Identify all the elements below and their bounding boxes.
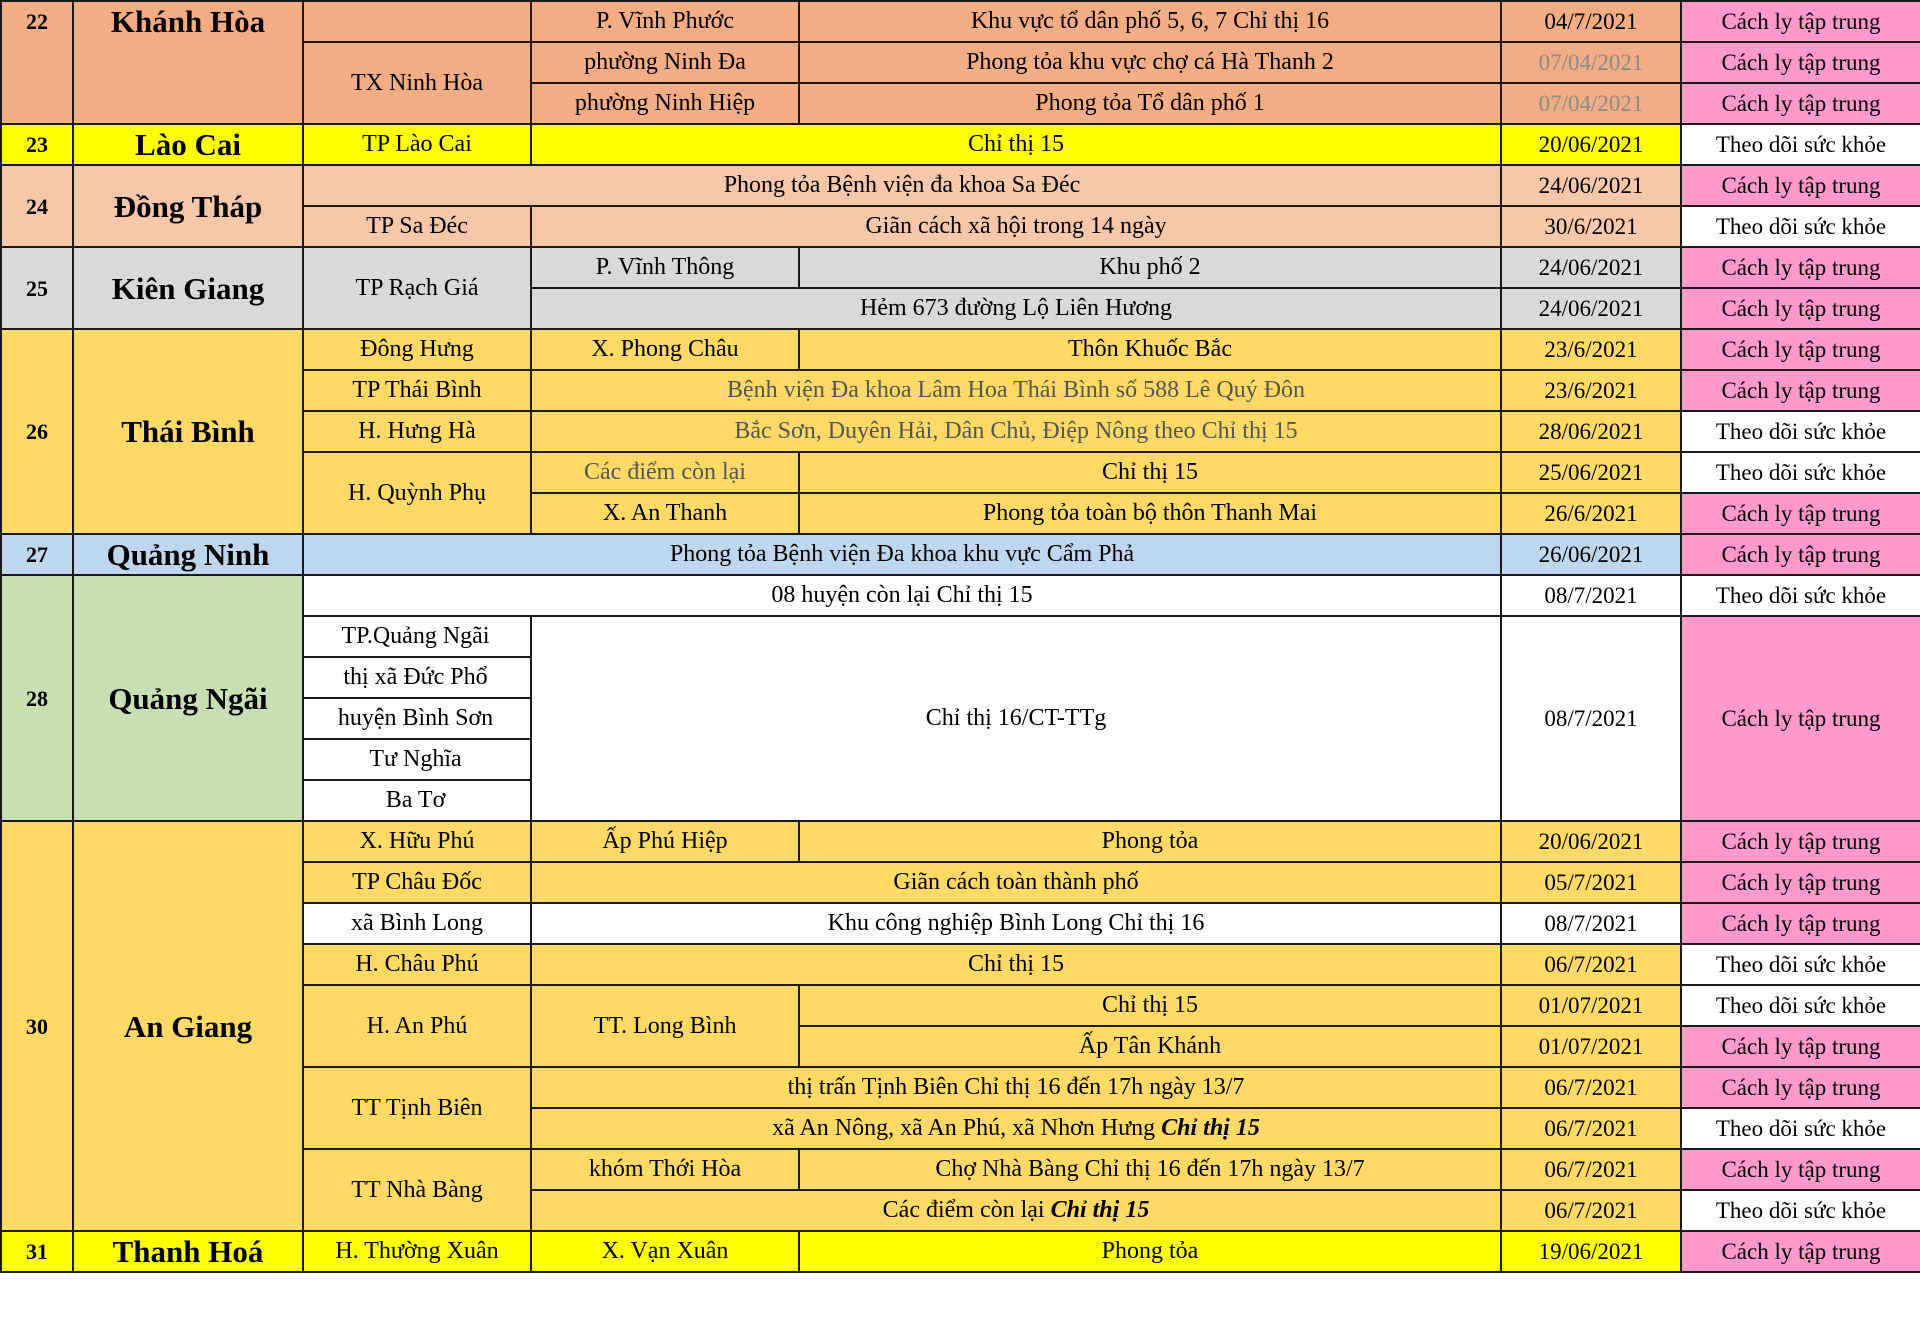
- area-cell: Chỉ thị 16/CT-TTg: [531, 616, 1501, 821]
- area-text: xã An Nông, xã An Phú, xã Nhơn Hưng: [772, 1115, 1162, 1141]
- area-cell: Thôn Khuốc Bắc: [799, 329, 1501, 370]
- date-cell: 07/04/2021: [1501, 42, 1681, 83]
- province-number: 24: [1, 165, 73, 247]
- status-cell: Cách ly tập trung: [1681, 493, 1920, 534]
- province-number: 28: [1, 575, 73, 821]
- area-cell: thị trấn Tịnh Biên Chỉ thị 16 đến 17h ngày 13/7: [531, 1067, 1501, 1108]
- date-cell: 20/06/2021: [1501, 124, 1681, 165]
- ward-cell: TT. Long Bình: [531, 985, 799, 1067]
- status-cell: Cách ly tập trung: [1681, 329, 1920, 370]
- province-name: Thanh Hoá: [73, 1231, 303, 1272]
- area-cell: Khu công nghiệp Bình Long Chỉ thị 16: [531, 903, 1501, 944]
- date-cell: 19/06/2021: [1501, 1231, 1681, 1272]
- status-cell: Cách ly tập trung: [1681, 1, 1920, 42]
- area-cell: Phong tỏa: [799, 1231, 1501, 1272]
- district-cell: Ba Tơ: [303, 780, 531, 821]
- status-cell: Theo dõi sức khỏe: [1681, 944, 1920, 985]
- district-cell: TP Châu Đốc: [303, 862, 531, 903]
- district-cell: H. Quỳnh Phụ: [303, 452, 531, 534]
- table-row: [1, 247, 1920, 288]
- ward-cell: X. Phong Châu: [531, 329, 799, 370]
- area-cell: Phong tỏa toàn bộ thôn Thanh Mai: [799, 493, 1501, 534]
- status-cell: Theo dõi sức khỏe: [1681, 124, 1920, 165]
- date-cell: 08/7/2021: [1501, 575, 1681, 616]
- area-cell: [531, 1108, 1501, 1149]
- district-cell: Đông Hưng: [303, 329, 531, 370]
- ward-cell: Các điểm còn lại: [531, 452, 799, 493]
- ward-cell: X. An Thanh: [531, 493, 799, 534]
- area-cell: Chỉ thị 15: [799, 452, 1501, 493]
- district-cell: TP Thái Bình: [303, 370, 531, 411]
- area-cell: Chợ Nhà Bàng Chỉ thị 16 đến 17h ngày 13/7: [799, 1149, 1501, 1190]
- area-cell: Bắc Sơn, Duyên Hải, Dân Chủ, Điệp Nông theo Chỉ thị 15: [531, 411, 1501, 452]
- table-row: [1, 165, 1920, 206]
- province-number: 25: [1, 247, 73, 329]
- status-cell: Theo dõi sức khỏe: [1681, 411, 1920, 452]
- area-cell: Khu phố 2: [799, 247, 1501, 288]
- district-cell: H. Châu Phú: [303, 944, 531, 985]
- status-cell: Theo dõi sức khỏe: [1681, 1108, 1920, 1149]
- district-cell: TP Sa Đéc: [303, 206, 531, 247]
- status-cell: Cách ly tập trung: [1681, 370, 1920, 411]
- table-row: [1, 1, 1920, 42]
- area-cell: Bệnh viện Đa khoa Lâm Hoa Thái Bình số 588 Lê Quý Đôn: [531, 370, 1501, 411]
- district-cell: X. Hữu Phú: [303, 821, 531, 862]
- ward-cell: phường Ninh Hiệp: [531, 83, 799, 124]
- table-row: [1, 1231, 1920, 1272]
- date-cell: 08/7/2021: [1501, 903, 1681, 944]
- province-number: 22: [1, 1, 73, 124]
- district-cell: TT Tịnh Biên: [303, 1067, 531, 1149]
- table-row: [1, 124, 1920, 165]
- province-name: Kiên Giang: [73, 247, 303, 329]
- area-cell: Chỉ thị 15: [799, 985, 1501, 1026]
- status-cell: Theo dõi sức khỏe: [1681, 575, 1920, 616]
- date-cell: 06/7/2021: [1501, 1067, 1681, 1108]
- province-name: Thái Bình: [73, 329, 303, 534]
- district-cell: xã Bình Long: [303, 903, 531, 944]
- status-cell: Cách ly tập trung: [1681, 42, 1920, 83]
- date-cell: 01/07/2021: [1501, 1026, 1681, 1067]
- area-cell: Phong tỏa Bệnh viện Đa khoa khu vực Cẩm Phả: [303, 534, 1501, 575]
- status-cell: Cách ly tập trung: [1681, 247, 1920, 288]
- area-cell: Phong tỏa Bệnh viện đa khoa Sa Đéc: [303, 165, 1501, 206]
- ward-cell: khóm Thới Hòa: [531, 1149, 799, 1190]
- date-cell: 24/06/2021: [1501, 165, 1681, 206]
- area-emphasis: Chỉ thị 15: [1161, 1115, 1260, 1141]
- date-cell: 26/06/2021: [1501, 534, 1681, 575]
- area-cell: Khu vực tổ dân phố 5, 6, 7 Chỉ thị 16: [799, 1, 1501, 42]
- status-cell: Cách ly tập trung: [1681, 1231, 1920, 1272]
- area-cell: [531, 1190, 1501, 1231]
- status-cell: Cách ly tập trung: [1681, 616, 1920, 821]
- status-cell: Cách ly tập trung: [1681, 821, 1920, 862]
- date-cell: 06/7/2021: [1501, 1108, 1681, 1149]
- date-cell: 26/6/2021: [1501, 493, 1681, 534]
- district-cell: H. An Phú: [303, 985, 531, 1067]
- status-cell: Cách ly tập trung: [1681, 165, 1920, 206]
- district-cell: TP Lào Cai: [303, 124, 531, 165]
- status-cell: Cách ly tập trung: [1681, 1026, 1920, 1067]
- district-cell: huyện Bình Sơn: [303, 698, 531, 739]
- table-row: [1, 329, 1920, 370]
- status-cell: Cách ly tập trung: [1681, 1067, 1920, 1108]
- date-cell: 06/7/2021: [1501, 1190, 1681, 1231]
- ward-cell: phường Ninh Đa: [531, 42, 799, 83]
- date-cell: 06/7/2021: [1501, 1149, 1681, 1190]
- status-cell: Cách ly tập trung: [1681, 903, 1920, 944]
- area-cell: 08 huyện còn lại Chỉ thị 15: [303, 575, 1501, 616]
- status-cell: Cách ly tập trung: [1681, 288, 1920, 329]
- ward-cell: P. Vĩnh Thông: [531, 247, 799, 288]
- date-cell: 28/06/2021: [1501, 411, 1681, 452]
- area-cell: Phong tỏa khu vực chợ cá Hà Thanh 2: [799, 42, 1501, 83]
- province-name: Quảng Ninh: [73, 534, 303, 575]
- date-cell: 25/06/2021: [1501, 452, 1681, 493]
- date-cell: 07/04/2021: [1501, 83, 1681, 124]
- province-number: 23: [1, 124, 73, 165]
- date-cell: 06/7/2021: [1501, 944, 1681, 985]
- area-cell: Phong tỏa Tổ dân phố 1: [799, 83, 1501, 124]
- area-cell: Ấp Tân Khánh: [799, 1026, 1501, 1067]
- table-row: [1, 534, 1920, 575]
- area-emphasis: Chỉ thị 15: [1050, 1197, 1150, 1223]
- date-cell: 30/6/2021: [1501, 206, 1681, 247]
- province-name: An Giang: [73, 821, 303, 1231]
- district-cell: TT Nhà Bàng: [303, 1149, 531, 1231]
- status-cell: Cách ly tập trung: [1681, 83, 1920, 124]
- district-cell: H. Thường Xuân: [303, 1231, 531, 1272]
- district-cell: TP.Quảng Ngãi: [303, 616, 531, 657]
- province-number: 27: [1, 534, 73, 575]
- province-number: 30: [1, 821, 73, 1231]
- district-cell: TP Rạch Giá: [303, 247, 531, 329]
- ward-cell: X. Vạn Xuân: [531, 1231, 799, 1272]
- table-row: [1, 575, 1920, 616]
- date-cell: 23/6/2021: [1501, 370, 1681, 411]
- status-cell: Theo dõi sức khỏe: [1681, 1190, 1920, 1231]
- area-text: Các điểm còn lại: [882, 1197, 1051, 1223]
- date-cell: 01/07/2021: [1501, 985, 1681, 1026]
- area-cell: Giãn cách xã hội trong 14 ngày: [531, 206, 1501, 247]
- province-name: Lào Cai: [73, 124, 303, 165]
- date-cell: 23/6/2021: [1501, 329, 1681, 370]
- date-cell: 20/06/2021: [1501, 821, 1681, 862]
- district-cell: Tư Nghĩa: [303, 739, 531, 780]
- status-cell: Theo dõi sức khỏe: [1681, 452, 1920, 493]
- date-cell: 08/7/2021: [1501, 616, 1681, 821]
- status-cell: Cách ly tập trung: [1681, 534, 1920, 575]
- status-cell: Cách ly tập trung: [1681, 862, 1920, 903]
- area-cell: Hẻm 673 đường Lộ Liên Hương: [531, 288, 1501, 329]
- district-cell: H. Hưng Hà: [303, 411, 531, 452]
- area-cell: Chỉ thị 15: [531, 944, 1501, 985]
- area-cell: Giãn cách toàn thành phố: [531, 862, 1501, 903]
- date-cell: 05/7/2021: [1501, 862, 1681, 903]
- province-number: 26: [1, 329, 73, 534]
- date-cell: 24/06/2021: [1501, 288, 1681, 329]
- status-cell: Theo dõi sức khỏe: [1681, 206, 1920, 247]
- status-cell: Theo dõi sức khỏe: [1681, 985, 1920, 1026]
- date-cell: 04/7/2021: [1501, 1, 1681, 42]
- ward-cell: Ấp Phú Hiệp: [531, 821, 799, 862]
- district-cell: [303, 1, 531, 42]
- province-name: Khánh Hòa: [73, 1, 303, 124]
- province-name: Quảng Ngãi: [73, 575, 303, 821]
- district-cell: TX Ninh Hòa: [303, 42, 531, 124]
- district-cell: thị xã Đức Phổ: [303, 657, 531, 698]
- area-cell: Phong tỏa: [799, 821, 1501, 862]
- province-number: 31: [1, 1231, 73, 1272]
- table-row: [1, 821, 1920, 862]
- date-cell: 24/06/2021: [1501, 247, 1681, 288]
- status-cell: Cách ly tập trung: [1681, 1149, 1920, 1190]
- area-cell: Chỉ thị 15: [531, 124, 1501, 165]
- ward-cell: P. Vĩnh Phước: [531, 1, 799, 42]
- province-name: Đồng Tháp: [73, 165, 303, 247]
